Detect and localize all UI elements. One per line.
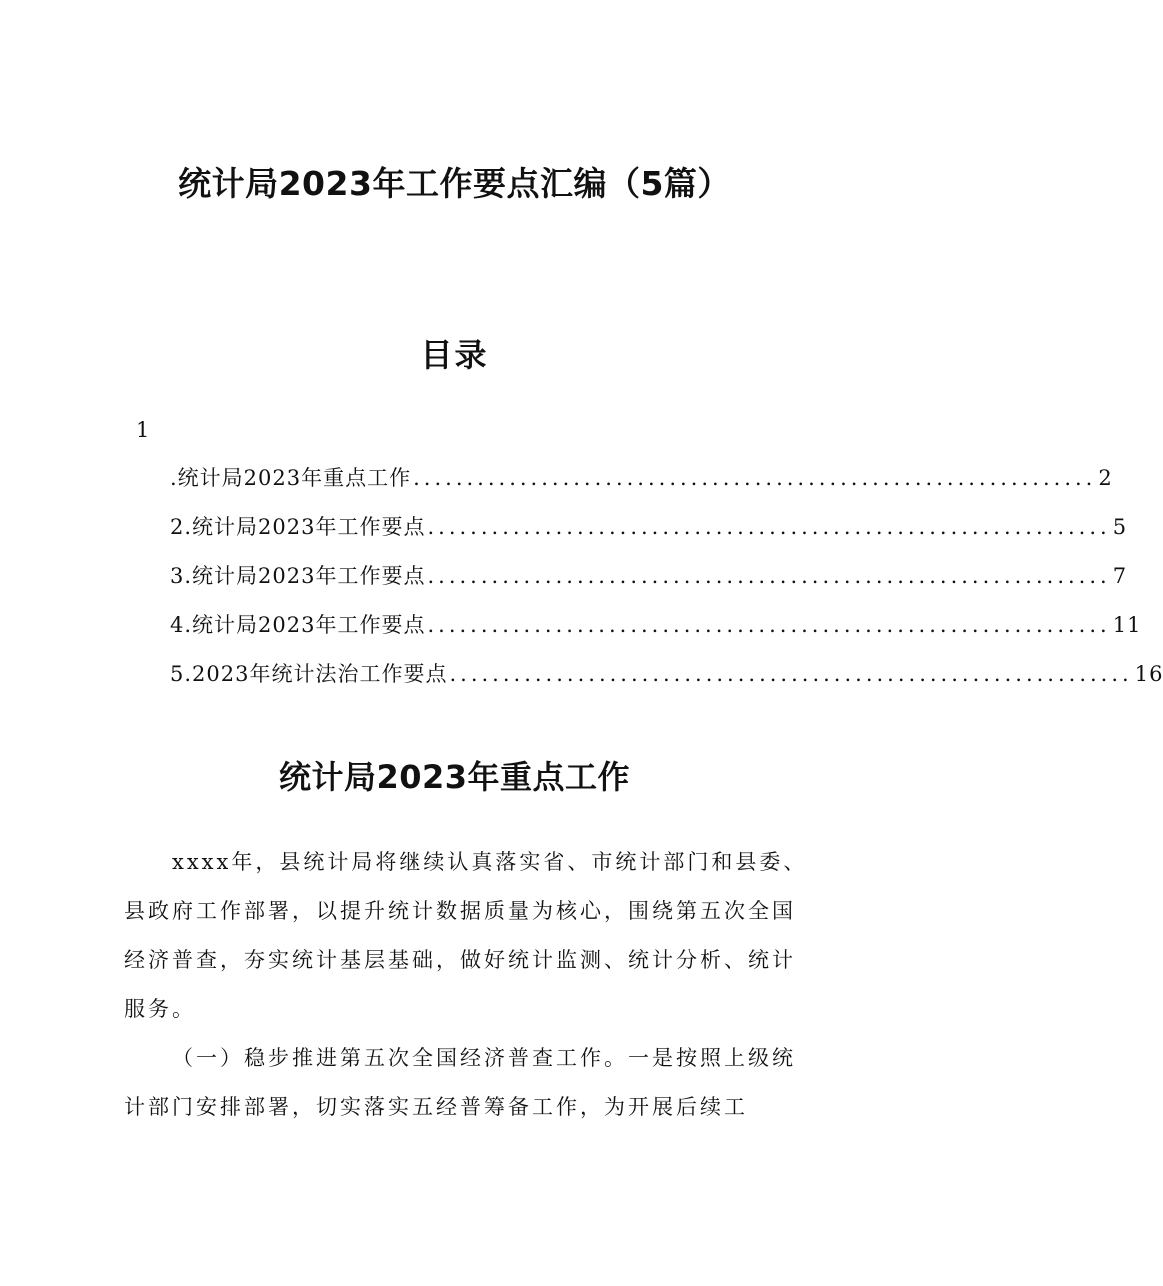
toc-entry-page: 5 [1112,515,1128,539]
toc-entry[interactable] [170,658,1163,707]
toc-entry-page: 11 [1112,613,1142,637]
toc-entry-label: 3.统计局2023年工作要点 [170,564,426,588]
toc-leader-dots: ................................................................ [413,466,1097,490]
toc-stray-number: 1 [136,418,150,442]
toc-leader-dots: ................................................................ [427,613,1111,637]
toc-entry-label: .统计局2023年重点工作 [170,466,412,490]
document-title: 统计局2023年工作要点汇编（5篇） [178,164,731,203]
toc-leader-dots: ................................................................ [449,662,1133,686]
toc-entry[interactable] [170,462,1113,511]
toc-entry-label: 4.统计局2023年工作要点 [170,613,426,637]
toc-heading: 目录 [420,336,489,374]
body-paragraph: xxxx年，县统计局将继续认真落实省、市统计部门和县委、县政府工作部署，以提升统计数据质量为核心，围绕第五次全国经济普查，夯实统计基层基础，做好统计监测、统计分析、统计服务。 [124,850,808,1021]
section-body [124,838,814,1132]
toc-entry[interactable] [170,511,1128,560]
toc-entry-page: 16 [1134,662,1163,686]
toc-entry-page: 7 [1112,564,1128,588]
toc-entry[interactable] [170,609,1142,658]
toc-entry-label: 5.2023年统计法治工作要点 [170,662,448,686]
table-of-contents [170,462,1163,707]
body-paragraph: （一）稳步推进第五次全国经济普查工作。一是按照上级统计部门安排部署，切实落实五经普筹备工作，为开展后续工 [124,1046,796,1119]
toc-entry-page: 2 [1098,466,1113,490]
section-heading: 统计局2023年重点工作 [278,758,631,796]
toc-leader-dots: ................................................................ [427,515,1111,539]
toc-leader-dots: ................................................................ [427,564,1111,588]
toc-entry-label: 2.统计局2023年工作要点 [170,515,426,539]
toc-entry[interactable] [170,560,1128,609]
